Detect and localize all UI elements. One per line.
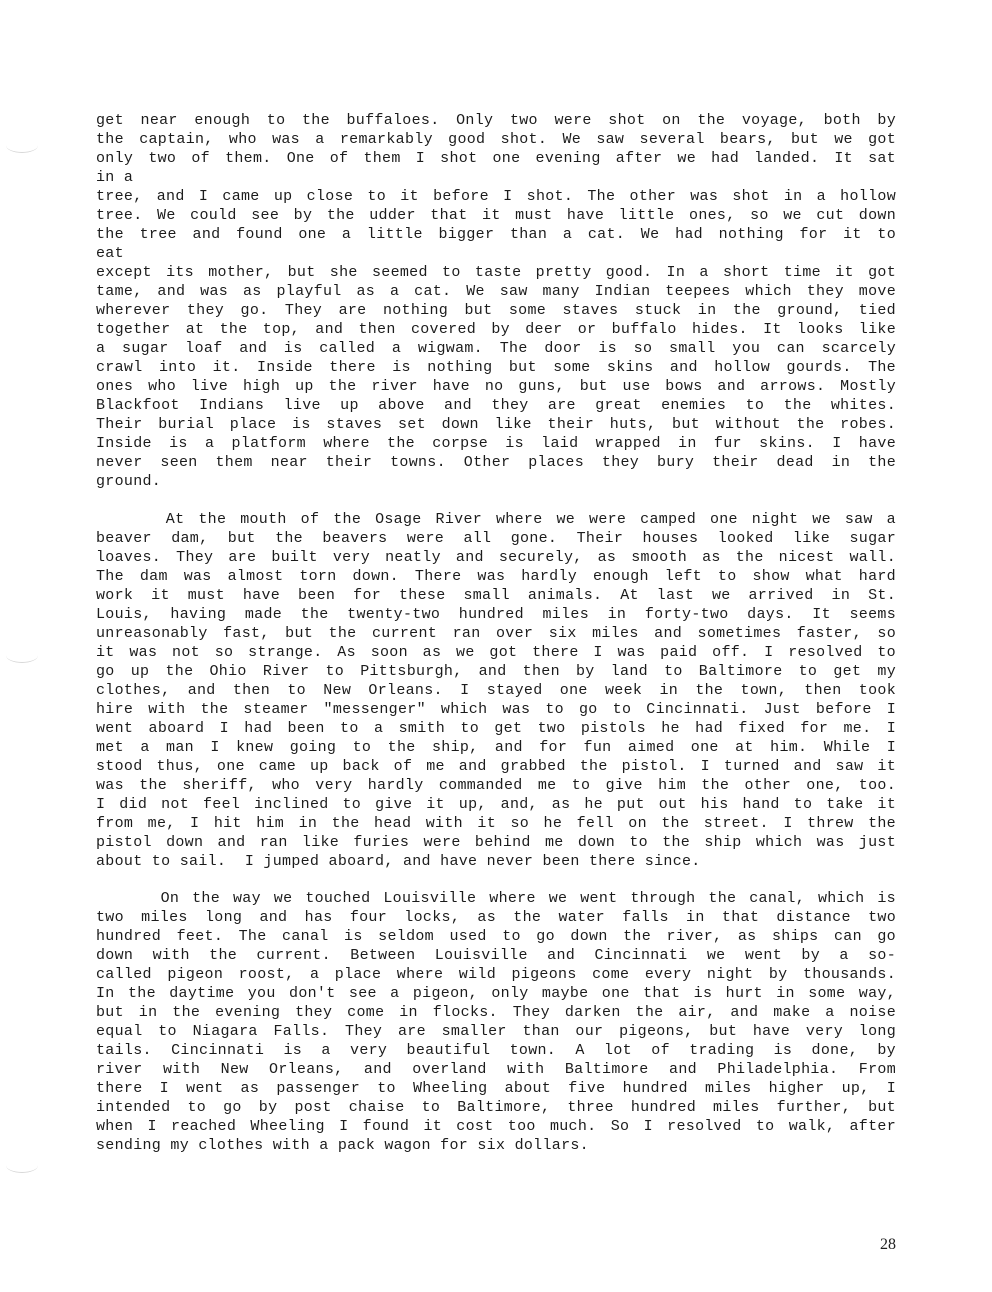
text-line: Blackfoot Indians live up above and they are great enemies to the whites. [96, 397, 896, 414]
text-line: In the daytime you don't see a pigeon, only maybe one that is hurt in some way, [96, 985, 896, 1002]
punch-hole-mark [6, 138, 38, 153]
text-line: pistol down and ran like furies were behind me down to the ship which was just [96, 834, 896, 851]
text-line: but in the evening they come in flocks. They darken the air, and make a noise [96, 1004, 896, 1021]
punch-hole-mark [6, 648, 38, 663]
text-line: was the sheriff, who very hardly commanded me to give him the other one, too. [96, 777, 896, 794]
text-line: eat [96, 245, 124, 262]
text-line: except its mother, but she seemed to taste pretty good. In a short time it got [96, 264, 896, 281]
text-line: work it must have been for these small animals. At last we arrived in St. [96, 587, 896, 604]
text-line: Their burial place is staves set down like their huts, but without the robes. [96, 416, 896, 433]
text-line: hundred feet. The canal is seldom used to go down the river, as ships can go [96, 928, 896, 945]
text-line: the captain, who was a remarkably good shot. We saw several bears, but we got [96, 131, 896, 148]
text-line: Inside is a platform where the corpse is laid wrapped in fur skins. I have [96, 435, 896, 452]
text-line: in a [96, 169, 134, 186]
text-line: met a man I knew going to the ship, and for fun aimed one at him. While I [96, 739, 896, 756]
text-line: stood thus, one came up back of me and grabbed the pistol. I turned and saw it [96, 758, 896, 775]
text-line: At the mouth of the Osage River where we were camped one night we saw a [96, 511, 896, 528]
text-line: ground. [96, 473, 162, 490]
text-line: wherever they go. They are nothing but some staves stuck in the ground, tied [96, 302, 896, 319]
text-line: two miles long and has four locks, as the water falls in that distance two [96, 909, 896, 926]
text-line: only two of them. One of them I shot one evening after we had landed. It sat [96, 150, 896, 167]
text-line: together at the top, and then covered by deer or buffalo hides. It looks like [96, 321, 896, 338]
paragraph-1 [96, 111, 896, 491]
text-line: sending my clothes with a pack wagon for six dollars. [96, 1137, 589, 1154]
text-line: unreasonably fast, but the current ran over six miles and sometimes faster, so [96, 625, 896, 642]
text-line: never seen them near their towns. Other places they bury their dead in the [96, 454, 896, 471]
text-line: it was not so strange. As soon as we got there I was paid off. I resolved to [96, 644, 896, 661]
text-line: equal to Niagara Falls. They are smaller than our pigeons, but have very long [96, 1023, 896, 1040]
text-line: crawl into it. Inside there is nothing but some skins and hollow gourds. The [96, 359, 896, 376]
text-line: go up the Ohio River to Pittsburgh, and then by land to Baltimore to get my [96, 663, 896, 680]
text-line: tree, and I came up close to it before I shot. The other was shot in a hollow [96, 188, 896, 205]
text-line: a sugar loaf and is called a wigwam. The door is so small you can scarcely [96, 340, 896, 357]
text-line: intended to go by post chaise to Baltimore, three hundred miles further, but [96, 1099, 896, 1116]
text-line: the tree and found one a little bigger than a cat. We had nothing for it to [96, 226, 896, 243]
text-line: about to sail. I jumped aboard, and have never been there since. [96, 853, 701, 870]
text-line: went aboard I had been to a smith to get two pistols he had fixed for me. I [96, 720, 896, 737]
text-line: loaves. They are built very neatly and securely, as smooth as the nicest wall. [96, 549, 896, 566]
paragraph-2 [96, 510, 896, 871]
text-line: clothes, and then to New Orleans. I stayed one week in the town, then took [96, 682, 896, 699]
text-line: I did not feel inclined to give it up, and, as he put out his hand to take it [96, 796, 896, 813]
punch-hole-mark [6, 1158, 38, 1173]
page-number: 28 [880, 1236, 896, 1253]
text-line: beaver dam, but the beavers were all gone. Their houses looked like sugar [96, 530, 896, 547]
paragraph-3 [96, 889, 896, 1155]
text-line: tree. We could see by the udder that it must have little ones, so we cut down [96, 207, 896, 224]
text-line: get near enough to the buffaloes. Only two were shot on the voyage, both by [96, 112, 896, 129]
text-line: from me, I hit him in the head with it so he fell on the street. I threw the [96, 815, 896, 832]
text-line: down with the current. Between Louisville and Cincinnati we went by a so- [96, 947, 896, 964]
text-line: tails. Cincinnati is a very beautiful town. A lot of trading is done, by [96, 1042, 896, 1059]
text-line: when I reached Wheeling I found it cost too much. So I resolved to walk, after [96, 1118, 896, 1135]
text-line: ones who live high up the river have no guns, but use bows and arrows. Mostly [96, 378, 896, 395]
text-line: On the way we touched Louisville where we went through the canal, which is [96, 890, 896, 907]
text-line: tame, and was as playful as a cat. We saw many Indian teepees which they move [96, 283, 896, 300]
text-line: called pigeon roost, a place where wild pigeons come every night by thousands. [96, 966, 896, 983]
text-line: there I went as passenger to Wheeling about five hundred miles higher up, I [96, 1080, 896, 1097]
text-line: Louis, having made the twenty-two hundred miles in forty-two days. It seems [96, 606, 896, 623]
text-line: river with New Orleans, and overland with Baltimore and Philadelphia. From [96, 1061, 896, 1078]
text-line: hire with the steamer "messenger" which was to go to Cincinnati. Just before I [96, 701, 896, 718]
text-line: The dam was almost torn down. There was hardly enough left to show what hard [96, 568, 896, 585]
